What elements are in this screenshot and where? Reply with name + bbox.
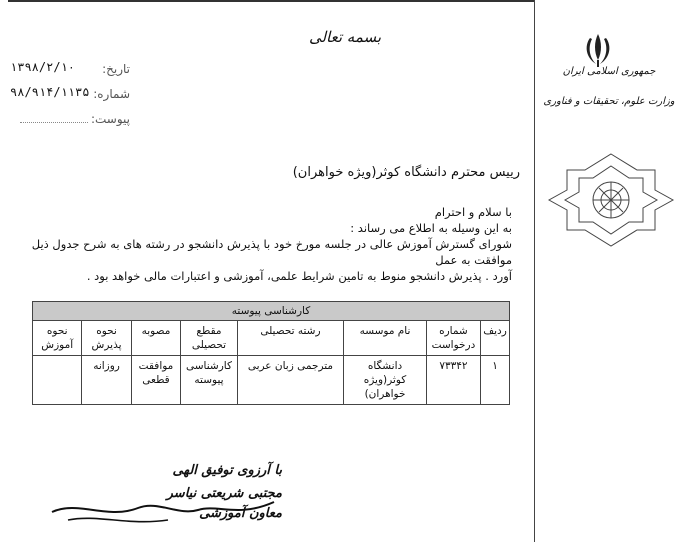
col-header-field: رشته تحصیلی	[237, 321, 344, 356]
table-header-row	[33, 321, 510, 356]
col-header-approval: مصوبه	[131, 321, 181, 356]
body-line-1: به این وسیله به اطلاع می رساند :	[350, 221, 512, 235]
attachment-field	[10, 112, 130, 126]
ministry-line-2: وزارت علوم، تحقیقات و فناوری	[543, 96, 675, 107]
signature-name: مجتبی شریعتی نیاسر	[166, 486, 282, 501]
table-row	[33, 356, 510, 405]
cell-education-type	[33, 356, 82, 405]
col-header-education-type: نحوه آموزش	[33, 321, 82, 356]
cell-field: مترجمی زبان عربی	[237, 356, 344, 405]
attachment-label: پیوست:	[90, 112, 130, 126]
cell-row-number: ۱	[481, 356, 510, 405]
col-header-admission-type: نحوه پذیرش	[82, 321, 131, 356]
col-header-degree: مقطع تحصیلی	[181, 321, 237, 356]
letter-body	[14, 204, 512, 284]
header-top-rule	[8, 0, 534, 2]
attachment-dotted-line	[20, 122, 88, 123]
margin-divider	[534, 0, 535, 542]
cell-request-number: ۷۳۳۴۲	[426, 356, 480, 405]
date-field	[10, 62, 130, 76]
cell-institution: دانشگاه کوثر(ویژه خواهران)	[344, 356, 427, 405]
date-value: ۱۳۹۸/۲/۱۰	[10, 60, 76, 74]
cell-degree: کارشناسی پیوسته	[181, 356, 237, 405]
programs-table	[32, 301, 510, 405]
number-value: ۹۸/۹۱۴/۱۱۳۵	[10, 85, 90, 99]
body-line-2: شورای گسترش آموزش عالی در جلسه مورخ خود با پذیرش دانشجو در رشته های به شرح جدول ذیل موافقت به عمل	[31, 237, 512, 267]
cell-admission-type: روزانه	[82, 356, 131, 405]
col-header-institution: نام موسسه	[344, 321, 427, 356]
ministry-heading	[540, 64, 678, 110]
date-label: تاریخ:	[102, 62, 130, 76]
handwritten-signature	[48, 490, 278, 530]
number-field	[10, 87, 130, 101]
col-header-request-number: شماره درخواست	[426, 321, 480, 356]
ministry-line-1: جمهوری اسلامی ایران	[562, 66, 656, 77]
decorative-ornament-icon	[545, 150, 677, 250]
signature-closing: با آرزوی توفیق الهی	[172, 463, 282, 478]
number-label: شماره:	[93, 87, 130, 101]
table-caption: کارشناسی پیوسته	[33, 302, 510, 321]
addressee: رییس محترم دانشگاه کوثر(ویژه خواهران)	[292, 165, 520, 180]
signature-title: معاون آموزشی	[199, 506, 282, 521]
bismillah-heading: بسمه تعالی	[308, 28, 382, 46]
col-header-row-number: ردیف	[481, 321, 510, 356]
cell-approval: موافقت قطعی	[131, 356, 181, 405]
body-line-3: آورد . پذیرش دانشجو منوط به تامین شرایط علمی، آموزشی و اعتبارات مالی خواهد بود .	[86, 269, 512, 283]
greeting: با سلام و احترام	[434, 205, 512, 219]
